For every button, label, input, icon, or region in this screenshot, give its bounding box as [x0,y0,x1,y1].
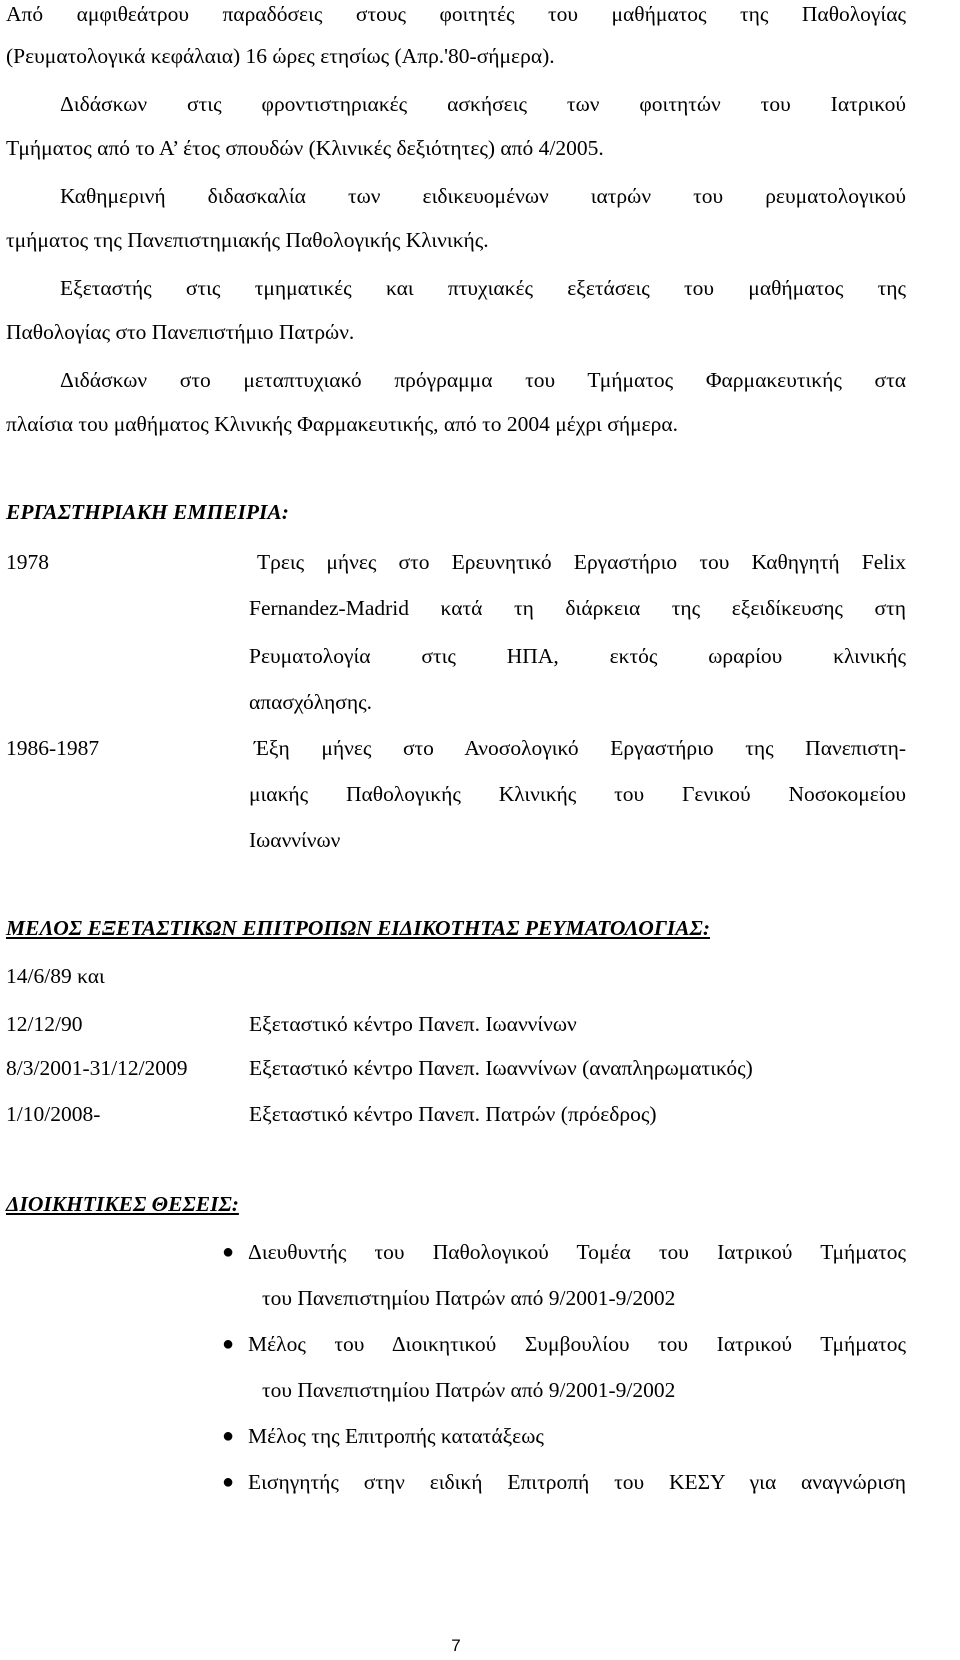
bullet-icon: ● [222,1333,235,1355]
lab-entry-date: 1978 [6,550,49,574]
committee-date: 12/12/90 [6,1012,83,1036]
teaching-line: Από αμφιθεάτρου παραδόσεις στους φοιτητές του μαθήματος της Παθολογίας [6,2,906,26]
lab-entry-text: απασχόλησης. [249,690,372,714]
committee-date: 1/10/2008- [6,1102,101,1126]
teaching-line: (Ρευματολογικά κεφάλαια) 16 ώρες ετησίως (Απρ.'80-σήμερα). [6,44,555,68]
lab-entry-text: μιακής Παθολογικής Κλινικής του Γενικού Νοσοκομείου [249,782,906,806]
lab-entry-date: 1986-1987 [6,736,100,760]
committee-date: 14/6/89 και [6,964,105,988]
admin-item-text: Διευθυντής του Παθολογικού Τομέα του Ιατρικού Τμήματος [248,1240,906,1264]
lab-entry-text: Έξη μήνες στο Ανοσολογικό Εργαστήριο της Πανεπιστη- [254,736,906,760]
teaching-line: Διδάσκων στο μεταπτυχιακό πρόγραμμα του Τμήματος Φαρμακευτικής στα [60,368,906,392]
bullet-icon: ● [222,1425,235,1447]
admin-positions-heading: ΔΙΟΙΚΗΤΙΚΕΣ ΘΕΣΕΙΣ: [6,1192,239,1216]
admin-item-text: του Πανεπιστημίου Πατρών από 9/2001-9/2002 [262,1378,676,1402]
bullet-icon: ● [222,1471,235,1493]
teaching-line: τμήματος της Πανεπιστημιακής Παθολογικής Κλινικής. [6,228,489,252]
committee-text: Εξεταστικό κέντρο Πανεπ. Ιωαννίνων (αναπληρωματικός) [249,1056,753,1080]
admin-item-text: του Πανεπιστημίου Πατρών από 9/2001-9/2002 [262,1286,676,1310]
teaching-line: Εξεταστής στις τμηματικές και πτυχιακές εξετάσεις του μαθήματος της [60,276,906,300]
exam-committees-heading: ΜΕΛΟΣ ΕΞΕΤΑΣΤΙΚΩΝ ΕΠΙΤΡΟΠΩΝ ΕΙΔΙΚΟΤΗΤΑΣ ΡΕΥΜΑΤΟΛΟΓΙΑΣ: [6,916,710,940]
committee-text: Εξεταστικό κέντρο Πανεπ. Πατρών (πρόεδρος) [249,1102,657,1126]
teaching-line: πλαίσια του μαθήματος Κλινικής Φαρμακευτικής, από το 2004 μέχρι σήμερα. [6,412,679,436]
teaching-line: Παθολογίας στο Πανεπιστήμιο Πατρών. [6,320,355,344]
lab-entry-text: Fernandez-Madrid κατά τη διάρκεια της εξειδίκευσης στη [249,596,906,620]
committee-text: Εξεταστικό κέντρο Πανεπ. Ιωαννίνων [249,1012,577,1036]
admin-item-text: Μέλος της Επιτροπής κατατάξεως [248,1424,544,1448]
lab-entry-text: Ιωαννίνων [249,828,341,852]
lab-entry-text: Ρευματολογία στις ΗΠΑ, εκτός ωραρίου κλινικής [249,644,906,668]
teaching-line: Τμήματος από το Α’ έτος σπουδών (Κλινικές δεξιότητες) από 4/2005. [6,136,604,160]
page-number: 7 [451,1636,461,1655]
admin-item-text: Μέλος του Διοικητικού Συμβουλίου του Ιατρικού Τμήματος [248,1332,906,1356]
lab-entry-text: Τρεις μήνες στο Ερευνητικό Εργαστήριο του Καθηγητή Felix [257,550,906,574]
teaching-line: Καθημερινή διδασκαλία των ειδικευομένων ιατρών του ρευματολογικού [60,184,906,208]
bullet-icon: ● [222,1241,235,1263]
lab-experience-heading: ΕΡΓΑΣΤΗΡΙΑΚΗ ΕΜΠΕΙΡΙΑ: [6,500,289,524]
admin-item-text: Εισηγητής στην ειδική Επιτροπή του ΚΕΣΥ για αναγνώριση [248,1470,906,1494]
teaching-line: Διδάσκων στις φροντιστηριακές ασκήσεις των φοιτητών του Ιατρικού [60,92,906,116]
committee-date: 8/3/2001-31/12/2009 [6,1056,188,1080]
